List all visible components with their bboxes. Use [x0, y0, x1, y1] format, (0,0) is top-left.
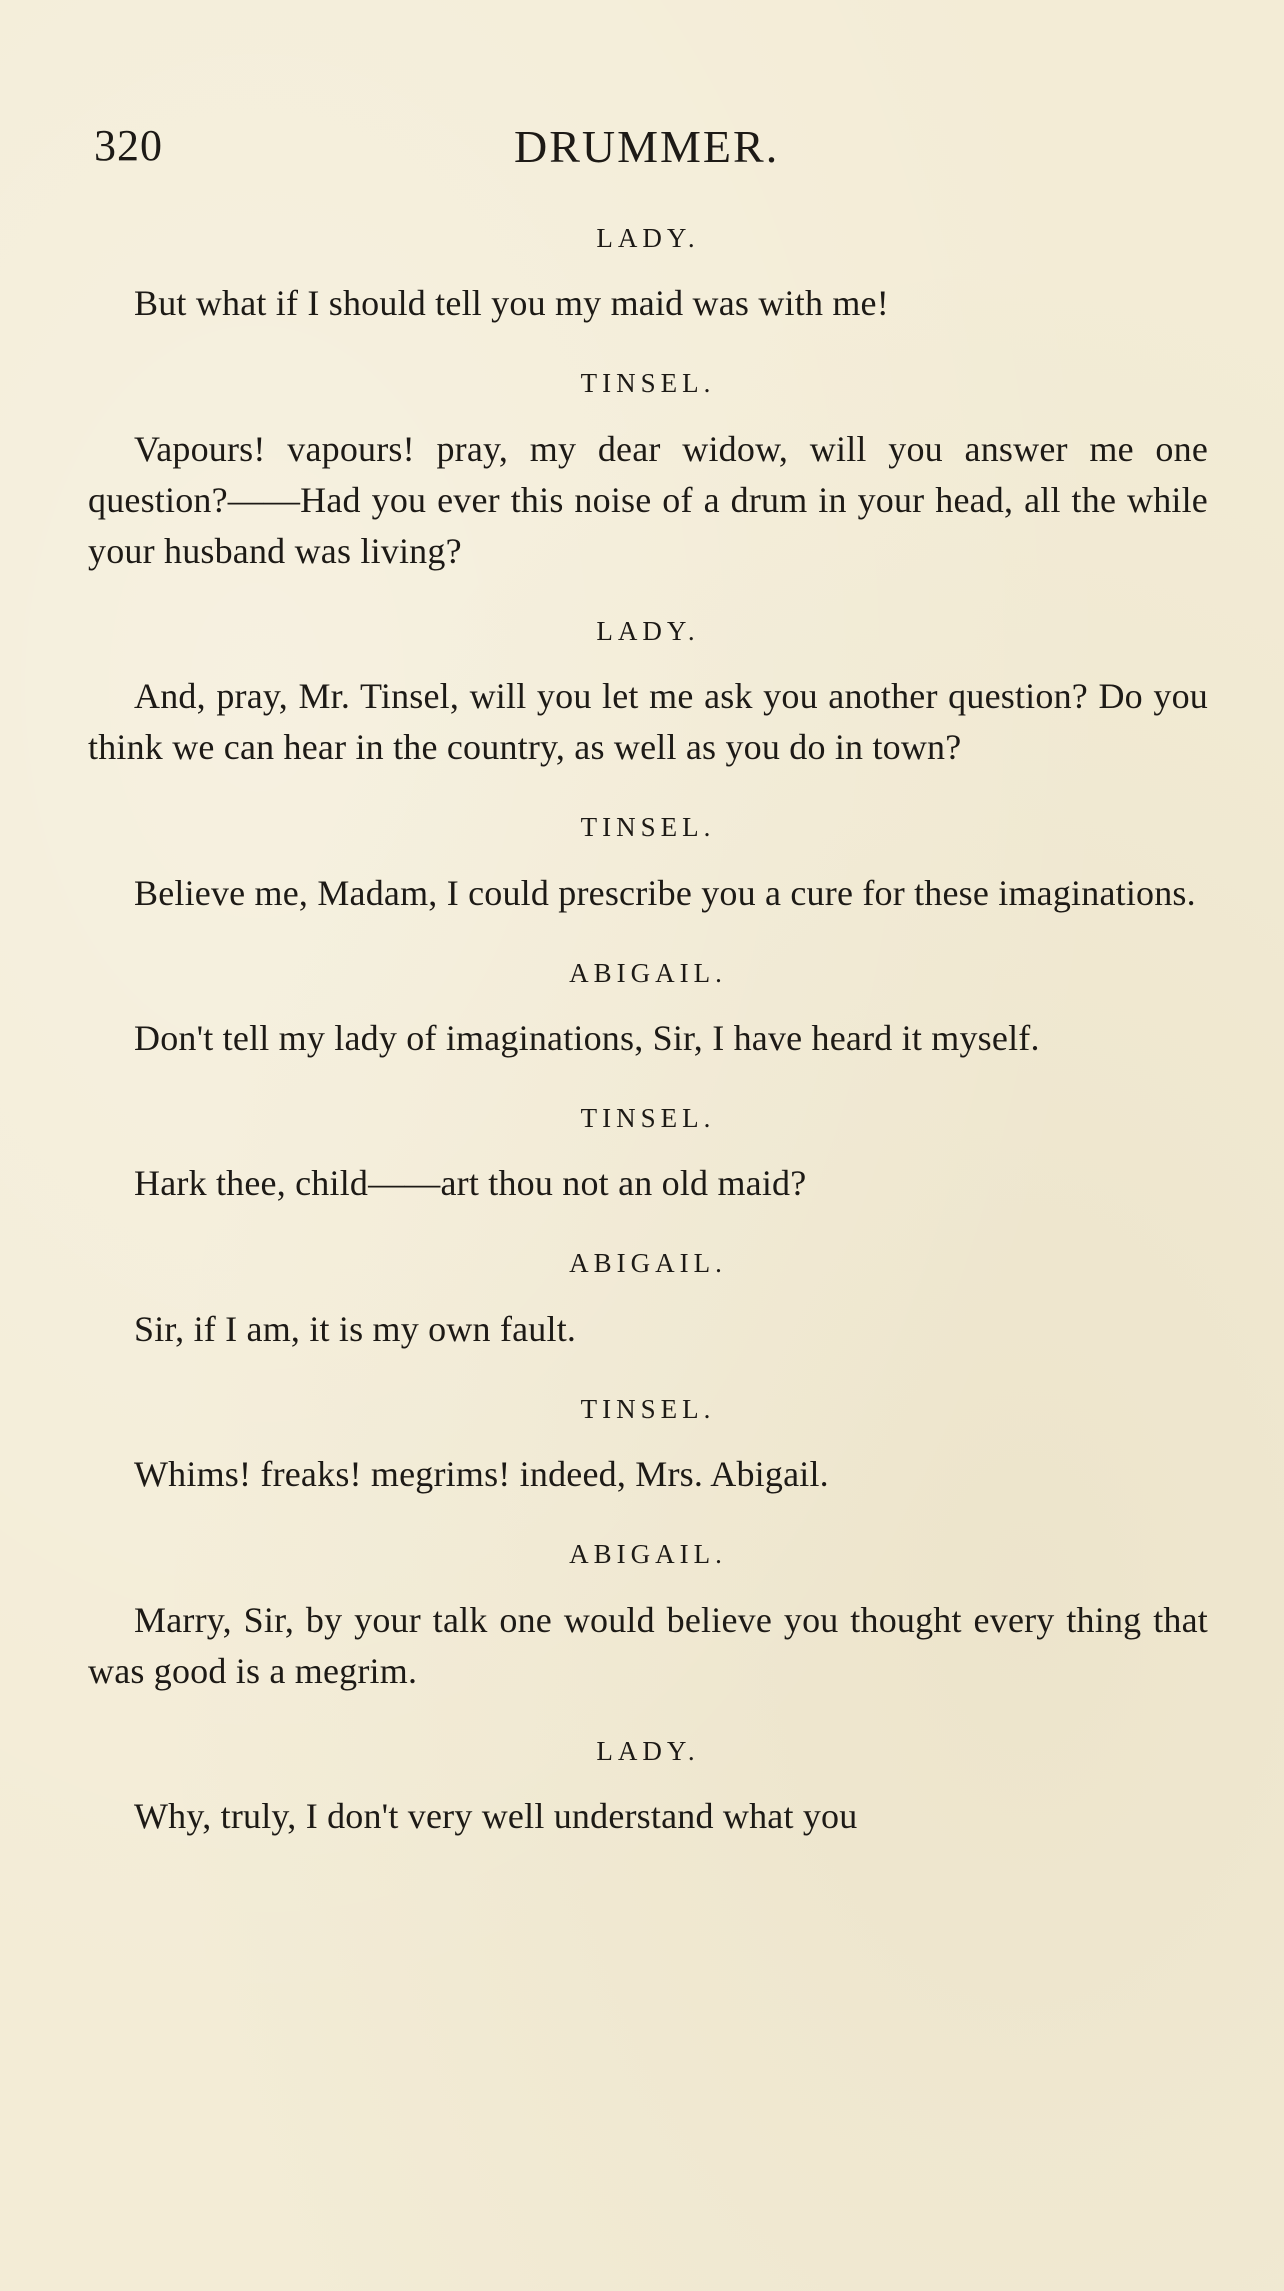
speaker-label: ABIGAIL.: [569, 1248, 727, 1279]
speech-text: Vapours! vapours! pray, my dear widow, will you answer me one question?——Had you ever this noise of a drum in your head, all the while your husband was living?: [88, 428, 1208, 571]
speech-text: Whims! freaks! megrims! indeed, Mrs. Abigail.: [134, 1454, 829, 1495]
page-number: 320: [94, 121, 163, 170]
speech-text: Hark thee, child——art thou not an old maid?: [134, 1163, 807, 1204]
speaker-label: LADY.: [596, 223, 700, 253]
speaker-label: LADY.: [596, 615, 700, 646]
speaker-label: ABIGAIL.: [569, 1539, 727, 1570]
speaker-label: LADY.: [596, 1735, 700, 1766]
speech-text: Marry, Sir, by your talk one would believe you thought every thing that was good is a megrim.: [88, 1599, 1208, 1691]
speech-text: Sir, if I am, it is my own fault.: [134, 1308, 577, 1349]
speech-text: Don't tell my lady of imaginations, Sir, I have heard it myself.: [134, 1017, 1040, 1058]
speaker-label: TINSEL.: [580, 812, 716, 843]
speech-text: But what if I should tell you my maid was with me!: [134, 283, 889, 324]
speech-text: Why, truly, I don't very well understand what you: [134, 1795, 858, 1836]
speaker-label: TINSEL.: [580, 1393, 716, 1424]
page-body: [88, 222, 1208, 1842]
speaker-label: TINSEL.: [580, 1102, 716, 1133]
speaker-label: TINSEL.: [580, 368, 716, 399]
running-head: DRUMMER.: [514, 121, 780, 172]
speech-text: Believe me, Madam, I could prescribe you a cure for these imaginations.: [134, 872, 1196, 913]
page-header: [94, 120, 1194, 180]
speech-text: And, pray, Mr. Tinsel, will you let me ask you another question? Do you think we can hear in the country, as well as you do in town?: [88, 676, 1208, 768]
speaker-label: ABIGAIL.: [569, 957, 727, 988]
